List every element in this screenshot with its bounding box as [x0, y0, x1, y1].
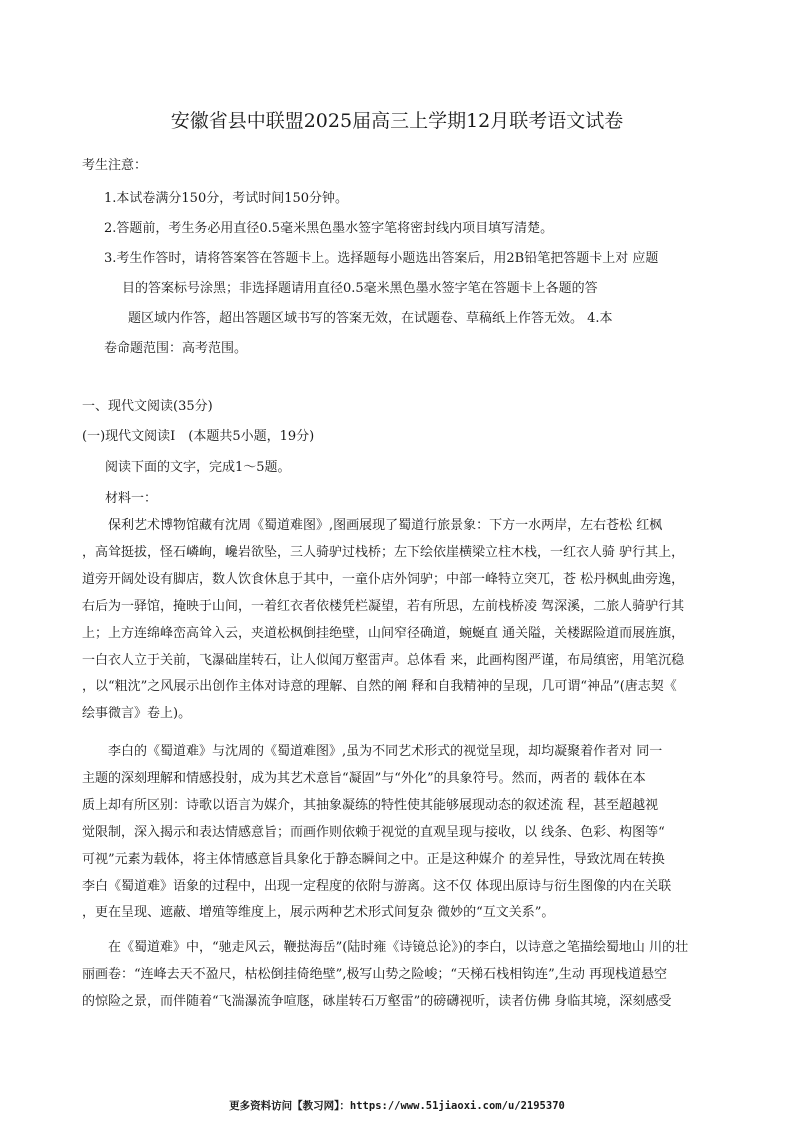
paragraph-line: 保利艺术博物馆藏有沈周《蜀道难图》,图画展现了蜀道行旅景象：下方一水两岸，左右苍松 红枫	[82, 518, 663, 533]
paragraph-line: 丽画卷：“连峰去天不盈尺，枯松倒挂倚绝壁”,极写山势之险峻；“天梯石栈相钩连”,生动 再现栈道悬空	[82, 966, 667, 982]
exam-title: 安徽省县中联盟2025届高三上学期12月联考语文试卷	[170, 110, 624, 132]
notice-item-1: 1.本试卷满分150分，考试时间150分钟。	[104, 191, 349, 206]
notice-list	[82, 184, 722, 364]
notice-item-3-line-1: 3.考生作答时，请将答案答在答题卡上。选择题每小题选出答案后，用2B铅笔把答题卡上对 应题	[104, 251, 659, 266]
body-paragraph-3	[82, 935, 716, 1016]
paragraph-line: 李白《蜀道难》语象的过程中，出现一定程度的依附与游离。这不仅 体现出原诗与衍生图像的内在关联	[82, 878, 672, 894]
paragraph-line: 一白衣人立于关前，飞瀑础崖转石，让人似闻万壑雷声。总体看 来，此画构图严谨，布局缜密，用笔沉稳	[82, 652, 685, 668]
notice-item-3-line-2: 目的答案标号涂黑；非选择题请用直径0.5毫米黑色墨水签字笔在答题卡上各题的答	[122, 281, 598, 296]
paragraph-line: 道旁开阔处设有脚店，数人饮食休息于其中，一童仆店外饲驴；中部一峰特立突兀，苍 松丹枫虬曲旁逸，	[82, 571, 685, 587]
notice-item-3-line-3: 题区域内作答，超出答题区域书写的答案无效，在试题卷、草稿纸上作答无效。 4.本	[128, 311, 613, 326]
paragraph-line: 绘事微言》卷上)。	[82, 706, 192, 722]
material-label: 材料一：	[105, 491, 158, 506]
paragraph-line: 上；上方连绵峰峦高耸入云，夹道松枫倒挂绝壁，山间窄径确道，蜿蜒直 通关隘，关楼踞险道而展旌旗，	[82, 625, 685, 641]
paragraph-line: 右后为一驿馆，掩映于山间，一着红衣者依楼凭栏凝望，若有所思，左前栈桥凌 驾深溪，二旅人骑驴行其	[82, 598, 685, 614]
paragraph-line: ，高耸挺拔，怪石嶙峋，巉岩欲坠，三人骑驴过栈桥；左下绘依崖横梁立柱木栈，一红衣人骑 驴行其上，	[82, 544, 685, 560]
notice-heading: 考生注意：	[82, 158, 148, 173]
paragraph-line: 在《蜀道难》中，“驰走风云，鞭挞海岳”(陆时雍《诗镜总论》)的李白，以诗意之笔描绘蜀地山 川的壮	[82, 940, 689, 955]
paragraph-line: 的惊险之景，而伴随着“飞湍瀑流争喧豗，砯崖转石万壑雷”的磅礴视听，读者仿佛 身临其境，深刻感受	[82, 993, 672, 1009]
body-paragraph-2	[82, 739, 716, 927]
subsection-heading: (一)现代文阅读Ⅰ (本题共5小题，19分)	[82, 429, 315, 444]
footer-link[interactable]: 更多资料访问【教习网】：https://www.51jiaoxi.com/u/2195370	[229, 1100, 565, 1112]
paragraph-line: ，更在呈现、遮蔽、增殖等维度上，展示两种艺术形式间复杂 微妙的“互文关系”。	[82, 905, 555, 921]
paragraph-line: 主题的深刻理解和情感投射，成为其艺术意旨“凝固”与“外化”的具象符号。然而，两者的 载体在本	[82, 770, 646, 786]
notice-item-3	[82, 244, 722, 364]
paragraph-line: 可视”元素为载体，将主体情感意旨具象化于静态瞬间之中。正是这种媒介 的差异性，导致沈周在转换	[82, 851, 665, 867]
notice-item-2: 2.答题前，考生务必用直径0.5毫米黑色墨水签字笔将密封线内项目填写清楚。	[104, 221, 554, 236]
section-heading: 一、现代文阅读(35分)	[82, 399, 213, 414]
body-paragraph-1	[82, 513, 716, 728]
paragraph-line: ，以“粗沈”之风展示出创作主体对诗意的理解、自然的阐 释和自我精神的呈现，几可谓“神品”(唐志契《	[82, 679, 677, 695]
notice-item-3-line-4: 卷命题范围：高考范围。	[104, 341, 248, 356]
paragraph-line: 质上却有所区别：诗歌以语言为媒介，其抽象凝练的特性使其能够展现动态的叙述流 程，甚至超越视	[82, 797, 659, 813]
paragraph-line: 李白的《蜀道难》与沈周的《蜀道难图》,虽为不同艺术形式的视觉呈现，却均凝聚着作者对 同一	[82, 744, 663, 759]
paragraph-line: 觉限制，深入揭示和表达情感意旨；而画作则依赖于视觉的直观呈现与接收，以 线条、色彩、构图等“	[82, 824, 665, 840]
reading-instruction: 阅读下面的文字，完成1～5题。	[105, 460, 291, 475]
